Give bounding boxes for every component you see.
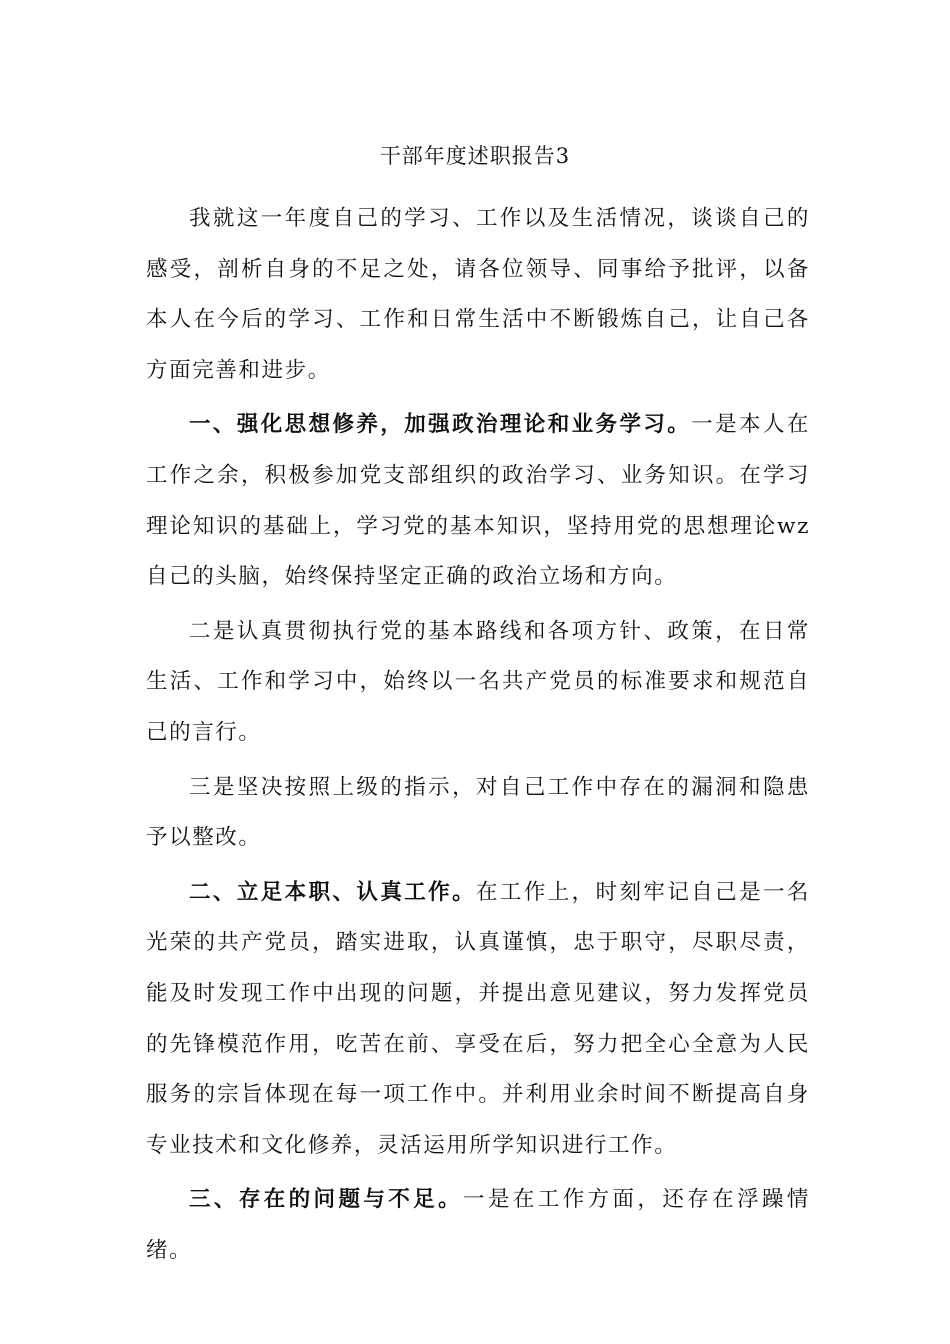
- paragraph-text: 在工作上，时刻牢记自己是一名光荣的共产党员，踏实进取，认真谨慎，忠于职守，尽职尽责，能及时发现工作中出现的问题，并提出意见建议，努力发挥党员的先锋模范作用，吃苦在前、享受在后，努力把全心全意为人民服务的宗旨体现在每一项工作中。并利用业余时间不断提高自身专业技术和文化修养，灵活运用所学知识进行工作。: [146, 879, 811, 1158]
- intro-paragraph: [146, 194, 810, 396]
- document-title: 干部年度述职报告3: [379, 144, 571, 168]
- section-heading: 一、强化思想修养，加强政治理论和业务学习。: [189, 412, 692, 438]
- paragraph-text: 一是本人在工作之余，积极参加党支部组织的政治学习、业务知识。在学习理论知识的基础上，学习党的基本知识，坚持用党的思想理论wz自己的头脑，始终保持坚定正确的政治立场和方向。: [146, 412, 810, 590]
- point-two-paragraph: [146, 607, 810, 759]
- section-heading: 三、存在的问题与不足。: [189, 1187, 464, 1213]
- section-one-paragraph: [146, 400, 810, 602]
- paragraph-text: 我就这一年度自己的学习、工作以及生活情况，谈谈自己的感受，剖析自身的不足之处，请各位领导、同事给予批评，以备本人在今后的学习、工作和日常生活中不断锻炼自己，让自己各方面完善和进步。: [146, 206, 810, 383]
- section-two-paragraph: [146, 868, 810, 1172]
- document-body: [146, 194, 810, 1280]
- paragraph-text: 二是认真贯彻执行党的基本路线和各项方针、政策，在日常生活、工作和学习中，始终以一名共产党员的标准要求和规范自己的言行。: [146, 618, 810, 745]
- paragraph-text: 三是坚决按照上级的指示，对自己工作中存在的漏洞和隐患予以整改。: [146, 774, 810, 851]
- point-three-paragraph: [146, 763, 810, 864]
- paragraph-text: 一是在工作方面，还存在浮躁情绪。: [146, 1187, 811, 1263]
- section-heading: 二、立足本职、认真工作。: [189, 879, 476, 905]
- section-three-paragraph: [146, 1175, 810, 1276]
